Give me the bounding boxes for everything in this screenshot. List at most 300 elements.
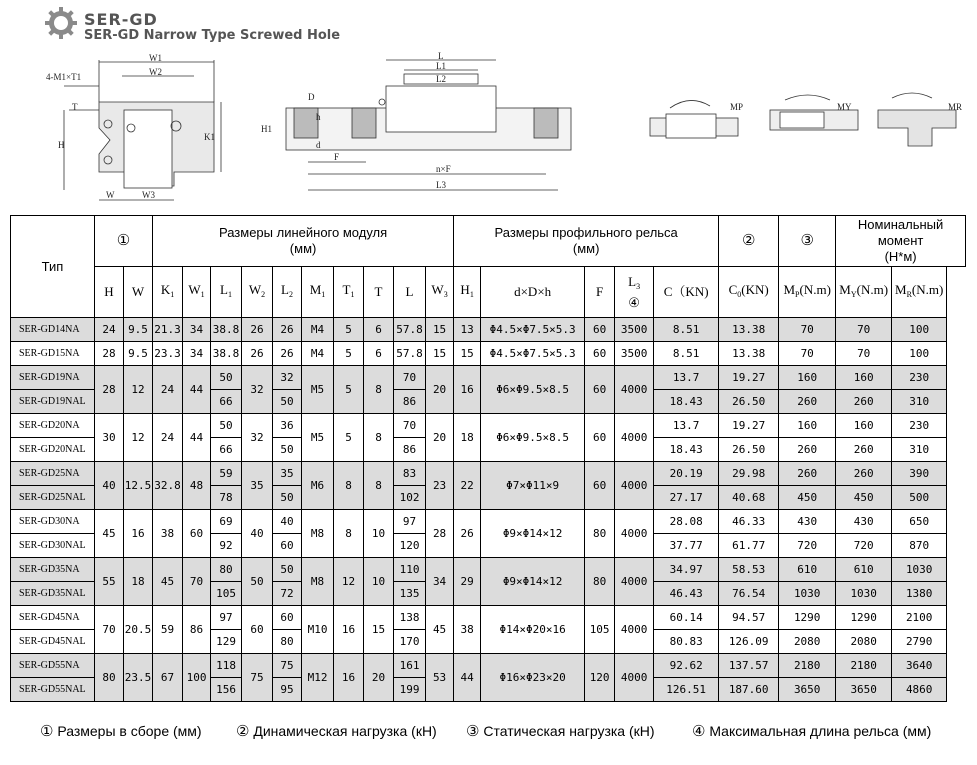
label-4M1T1: 4-M1×T1: [46, 72, 82, 82]
cell-w1: 44: [183, 414, 211, 462]
cell-c: 27.17: [654, 486, 719, 510]
cell-mp: 2080: [779, 630, 836, 654]
cell-type: SER-GD30NAL: [11, 534, 95, 558]
cell-c0: 19.27: [719, 366, 779, 390]
cell-type: SER-GD19NAL: [11, 390, 95, 414]
cell-l2: 40: [273, 510, 302, 534]
cell-h: 40: [95, 462, 124, 510]
cell-c: 13.7: [654, 414, 719, 438]
cell-h1: 26: [454, 510, 481, 558]
cell-l2: 80: [273, 630, 302, 654]
cell-l1: 66: [211, 438, 242, 462]
header-assembly: ①: [95, 216, 153, 267]
header-dynamic: ②: [719, 216, 779, 267]
cell-w2: 26: [242, 318, 273, 342]
cell-l: 57.8: [394, 318, 426, 342]
subheader-l2: $L_2$: [273, 267, 302, 318]
cell-mr: 4860: [892, 678, 947, 702]
header-module-text: Размеры линейного модуля (мм): [218, 225, 388, 256]
cell-t: 8: [364, 414, 394, 462]
cell-c0: 13.38: [719, 342, 779, 366]
cell-w2: 35: [242, 462, 273, 510]
cell-mr: 2790: [892, 630, 947, 654]
cell-m1: M5: [302, 366, 334, 414]
cell-c: 18.43: [654, 438, 719, 462]
cell-mr: 500: [892, 486, 947, 510]
cell-c: 8.51: [654, 342, 719, 366]
cell-ddh: Φ6×Φ9.5×8.5: [481, 366, 585, 414]
cell-l: 161: [394, 654, 426, 678]
cell-k1: 67: [153, 654, 183, 702]
cell-ddh: Φ4.5×Φ7.5×5.3: [481, 342, 585, 366]
cell-l2: 26: [273, 342, 302, 366]
cell-w2: 75: [242, 654, 273, 702]
cell-l3: 3500: [615, 342, 654, 366]
cell-l2: 50: [273, 390, 302, 414]
subheader-ddh: d×D×h: [481, 267, 585, 318]
label-K1: K1: [204, 132, 215, 142]
label-W: W: [106, 190, 115, 200]
cell-c: 80.83: [654, 630, 719, 654]
cell-l: 86: [394, 390, 426, 414]
cell-w1: 100: [183, 654, 211, 702]
header-static: ③: [779, 216, 836, 267]
table-row: [11, 510, 966, 534]
cell-my: 430: [836, 510, 892, 534]
table-row: [11, 558, 966, 582]
legend-3: ③ Статическая нагрузка (кН): [466, 723, 655, 740]
cell-w3: 45: [426, 606, 454, 654]
cell-l2: 50: [273, 438, 302, 462]
cell-c0: 19.27: [719, 414, 779, 438]
cell-l2: 36: [273, 414, 302, 438]
cell-my: 3650: [836, 678, 892, 702]
cell-ddh: Φ9×Φ14×12: [481, 558, 585, 606]
cell-t: 10: [364, 558, 394, 606]
cell-mr: 870: [892, 534, 947, 558]
cell-c0: 187.60: [719, 678, 779, 702]
cell-h: 28: [95, 342, 124, 366]
cell-w: 20.5: [124, 606, 153, 654]
cell-l: 199: [394, 678, 426, 702]
cell-c: 28.08: [654, 510, 719, 534]
label-W1: W1: [149, 53, 162, 63]
header-rail-group: [454, 216, 719, 267]
cell-f: 60: [585, 414, 615, 462]
cell-l3: 4000: [615, 558, 654, 606]
cell-w3: 34: [426, 558, 454, 606]
cell-type: SER-GD35NAL: [11, 582, 95, 606]
cell-type: SER-GD45NAL: [11, 630, 95, 654]
cell-l: 110: [394, 558, 426, 582]
header-rail-text: Размеры профильного рельса (мм): [494, 225, 678, 256]
subheader-mp: $M_P(N.m)$: [779, 267, 836, 318]
cell-mr: 310: [892, 438, 947, 462]
spec-table: [10, 215, 966, 702]
cell-mp: 260: [779, 462, 836, 486]
cell-t: 15: [364, 606, 394, 654]
cell-h: 45: [95, 510, 124, 558]
cell-w1: 44: [183, 366, 211, 414]
legend-2: ② Динамическая нагрузка (кН): [236, 723, 437, 740]
cell-l: 83: [394, 462, 426, 486]
cell-type: SER-GD25NA: [11, 462, 95, 486]
cell-f: 80: [585, 510, 615, 558]
subheader-c: C（KN): [654, 267, 719, 318]
cell-l: 97: [394, 510, 426, 534]
cell-h1: 13: [454, 318, 481, 342]
cell-l2: 95: [273, 678, 302, 702]
cell-k1: 21.3: [153, 318, 183, 342]
cell-my: 720: [836, 534, 892, 558]
cell-k1: 23.3: [153, 342, 183, 366]
table-row: [11, 366, 966, 390]
cell-mr: 100: [892, 342, 947, 366]
cell-k1: 24: [153, 366, 183, 414]
subheader-w: W: [124, 267, 153, 318]
subheader-c0: $C_0(KN)$: [719, 267, 779, 318]
cell-w: 12: [124, 366, 153, 414]
cell-w2: 60: [242, 606, 273, 654]
cell-type: SER-GD55NA: [11, 654, 95, 678]
cell-l2: 60: [273, 534, 302, 558]
cell-m1: M4: [302, 318, 334, 342]
cell-c: 18.43: [654, 390, 719, 414]
cell-h1: 38: [454, 606, 481, 654]
cell-my: 260: [836, 438, 892, 462]
cell-w1: 86: [183, 606, 211, 654]
cell-l3: 4000: [615, 366, 654, 414]
subheader-t: T: [364, 267, 394, 318]
subheader-h: H: [95, 267, 124, 318]
cell-h: 24: [95, 318, 124, 342]
table-row: [11, 654, 966, 678]
header-moment-text: Номинальный момент (Н*м): [857, 217, 944, 264]
table-row: [11, 318, 966, 342]
label-L2: L2: [436, 74, 446, 84]
cell-type: SER-GD30NA: [11, 510, 95, 534]
cell-mp: 260: [779, 390, 836, 414]
cell-mp: 2180: [779, 654, 836, 678]
cell-t1: 8: [334, 510, 364, 558]
cell-l3: 4000: [615, 414, 654, 462]
cell-c0: 13.38: [719, 318, 779, 342]
label-nF: n×F: [436, 164, 451, 174]
cell-w1: 34: [183, 342, 211, 366]
cell-l1: 38.8: [211, 318, 242, 342]
cell-c0: 137.57: [719, 654, 779, 678]
cell-w3: 28: [426, 510, 454, 558]
subheader-k1: $K_1$: [153, 267, 183, 318]
cell-f: 105: [585, 606, 615, 654]
gear-logo-icon: [44, 6, 78, 40]
cell-w3: 15: [426, 342, 454, 366]
brand-subtitle: SER-GD Narrow Type Screwed Hole: [84, 28, 341, 43]
cell-c: 46.43: [654, 582, 719, 606]
cell-h1: 22: [454, 462, 481, 510]
cell-t: 10: [364, 510, 394, 558]
cell-f: 120: [585, 654, 615, 702]
cell-w2: 50: [242, 558, 273, 606]
label-L1: L1: [436, 61, 446, 71]
cell-c0: 94.57: [719, 606, 779, 630]
cell-h1: 44: [454, 654, 481, 702]
cell-mp: 160: [779, 366, 836, 390]
label-D: D: [308, 92, 315, 102]
cell-f: 60: [585, 462, 615, 510]
cell-l2: 75: [273, 654, 302, 678]
cell-ddh: Φ4.5×Φ7.5×5.3: [481, 318, 585, 342]
cell-t1: 5: [334, 342, 364, 366]
cell-mp: 610: [779, 558, 836, 582]
cell-mr: 3640: [892, 654, 947, 678]
cell-mp: 450: [779, 486, 836, 510]
cell-ddh: Φ9×Φ14×12: [481, 510, 585, 558]
cell-l2: 72: [273, 582, 302, 606]
cell-my: 1030: [836, 582, 892, 606]
cell-mr: 310: [892, 390, 947, 414]
cell-l1: 92: [211, 534, 242, 558]
subheader-m1: $M_1$: [302, 267, 334, 318]
header-module-group: [153, 216, 454, 267]
label-H1: H1: [261, 124, 272, 134]
cell-type: SER-GD45NA: [11, 606, 95, 630]
cell-t1: 8: [334, 462, 364, 510]
cell-k1: 24: [153, 414, 183, 462]
cell-l3: 3500: [615, 318, 654, 342]
label-MR: MR: [948, 102, 963, 112]
subheader-f: F: [585, 267, 615, 318]
cell-w3: 15: [426, 318, 454, 342]
cell-w1: 60: [183, 510, 211, 558]
cell-h: 55: [95, 558, 124, 606]
cell-type: SER-GD20NAL: [11, 438, 95, 462]
cell-w2: 32: [242, 414, 273, 462]
cell-w3: 23: [426, 462, 454, 510]
cell-my: 160: [836, 414, 892, 438]
cell-c: 8.51: [654, 318, 719, 342]
subheader-mr: $M_R(N.m)$: [892, 267, 947, 318]
cell-mr: 230: [892, 366, 947, 390]
cell-l1: 50: [211, 414, 242, 438]
cell-my: 160: [836, 366, 892, 390]
cell-w3: 20: [426, 414, 454, 462]
table-row: [11, 462, 966, 486]
cell-m1: M8: [302, 510, 334, 558]
cell-c: 13.7: [654, 366, 719, 390]
cell-w2: 40: [242, 510, 273, 558]
cell-l: 57.8: [394, 342, 426, 366]
cell-k1: 45: [153, 558, 183, 606]
cell-ddh: Φ7×Φ11×9: [481, 462, 585, 510]
cell-c0: 126.09: [719, 630, 779, 654]
cell-w2: 32: [242, 366, 273, 414]
label-MP: MP: [730, 102, 744, 112]
cell-l1: 59: [211, 462, 242, 486]
cell-ddh: Φ14×Φ20×16: [481, 606, 585, 654]
cell-type: SER-GD15NA: [11, 342, 95, 366]
cell-l2: 35: [273, 462, 302, 486]
label-H: H: [58, 140, 65, 150]
cell-mp: 720: [779, 534, 836, 558]
cell-c: 60.14: [654, 606, 719, 630]
subheader-l1: $L_1$: [211, 267, 242, 318]
cell-m1: M8: [302, 558, 334, 606]
cell-l1: 66: [211, 390, 242, 414]
cell-c: 34.97: [654, 558, 719, 582]
subheader-my: $M_Y(N.m)$: [836, 267, 892, 318]
legend-4: ④ Максимальная длина рельса (мм): [692, 723, 932, 740]
cell-type: SER-GD19NA: [11, 366, 95, 390]
cell-l: 70: [394, 414, 426, 438]
cell-t: 20: [364, 654, 394, 702]
cell-h: 30: [95, 414, 124, 462]
cell-f: 60: [585, 366, 615, 414]
cell-c0: 26.50: [719, 390, 779, 414]
cell-my: 70: [836, 318, 892, 342]
table-row: [11, 606, 966, 630]
cell-mr: 1380: [892, 582, 947, 606]
cell-mp: 1290: [779, 606, 836, 630]
cell-l1: 105: [211, 582, 242, 606]
cell-t: 6: [364, 342, 394, 366]
cell-h1: 16: [454, 366, 481, 414]
side-view-drawing: [256, 50, 586, 210]
cell-l1: 156: [211, 678, 242, 702]
cell-mp: 1030: [779, 582, 836, 606]
cell-type: SER-GD25NAL: [11, 486, 95, 510]
cell-l2: 50: [273, 558, 302, 582]
label-MY: MY: [837, 102, 852, 112]
cell-m1: M12: [302, 654, 334, 702]
subheader-w1: $W_1$: [183, 267, 211, 318]
cell-mr: 230: [892, 414, 947, 438]
cell-c0: 26.50: [719, 438, 779, 462]
cell-l: 86: [394, 438, 426, 462]
cell-t1: 12: [334, 558, 364, 606]
cell-l1: 80: [211, 558, 242, 582]
cell-mr: 1030: [892, 558, 947, 582]
cell-f: 80: [585, 558, 615, 606]
cell-l2: 26: [273, 318, 302, 342]
cell-w: 12.5: [124, 462, 153, 510]
cell-type: SER-GD14NA: [11, 318, 95, 342]
cell-l: 135: [394, 582, 426, 606]
cell-w1: 70: [183, 558, 211, 606]
cell-l: 102: [394, 486, 426, 510]
table-row: [11, 414, 966, 438]
cell-t1: 16: [334, 606, 364, 654]
cell-k1: 38: [153, 510, 183, 558]
subheader-l3: $L_3$ ④: [615, 267, 654, 318]
cell-mp: 160: [779, 414, 836, 438]
cell-c: 20.19: [654, 462, 719, 486]
cell-t: 8: [364, 462, 394, 510]
cell-l3: 4000: [615, 606, 654, 654]
cell-ddh: Φ6×Φ9.5×8.5: [481, 414, 585, 462]
cell-type: SER-GD55NAL: [11, 678, 95, 702]
legend-1: ① Размеры в сборе (мм): [40, 723, 202, 740]
cell-mp: 3650: [779, 678, 836, 702]
cell-f: 60: [585, 318, 615, 342]
cell-my: 70: [836, 342, 892, 366]
front-view-drawing: [44, 50, 224, 210]
cell-l: 170: [394, 630, 426, 654]
cell-l3: 4000: [615, 510, 654, 558]
cell-l1: 38.8: [211, 342, 242, 366]
cell-my: 450: [836, 486, 892, 510]
cell-c0: 61.77: [719, 534, 779, 558]
label-F: F: [334, 152, 340, 162]
cell-w: 9.5: [124, 342, 153, 366]
cell-my: 260: [836, 462, 892, 486]
moment-diagrams: [630, 88, 970, 158]
cell-my: 260: [836, 390, 892, 414]
subheader-t1: $T_1$: [334, 267, 364, 318]
cell-m1: M10: [302, 606, 334, 654]
cell-mp: 70: [779, 318, 836, 342]
label-L: L: [438, 51, 444, 61]
cell-m1: M4: [302, 342, 334, 366]
cell-k1: 32.8: [153, 462, 183, 510]
cell-k1: 59: [153, 606, 183, 654]
cell-l2: 32: [273, 366, 302, 390]
cell-l3: 4000: [615, 654, 654, 702]
cell-l1: 97: [211, 606, 242, 630]
cell-my: 2180: [836, 654, 892, 678]
subheader-w3: $W_3$: [426, 267, 454, 318]
header-moment-group: [836, 216, 966, 267]
cell-type: SER-GD35NA: [11, 558, 95, 582]
cell-w: 12: [124, 414, 153, 462]
cell-l1: 69: [211, 510, 242, 534]
label-d: d: [316, 140, 321, 150]
cell-my: 1290: [836, 606, 892, 630]
label-W3: W3: [142, 190, 155, 200]
label-h: h: [316, 112, 321, 122]
cell-h: 80: [95, 654, 124, 702]
cell-l: 138: [394, 606, 426, 630]
header-type: Тип: [11, 216, 95, 318]
cell-w3: 20: [426, 366, 454, 414]
cell-t1: 5: [334, 414, 364, 462]
brand-title: SER-GD: [84, 10, 158, 29]
cell-l1: 118: [211, 654, 242, 678]
cell-w: 9.5: [124, 318, 153, 342]
subheader-h1: $H_1$: [454, 267, 481, 318]
cell-c0: 46.33: [719, 510, 779, 534]
cell-l: 120: [394, 534, 426, 558]
cell-my: 610: [836, 558, 892, 582]
cell-mr: 2100: [892, 606, 947, 630]
cell-c0: 58.53: [719, 558, 779, 582]
cell-f: 60: [585, 342, 615, 366]
cell-type: SER-GD20NA: [11, 414, 95, 438]
table-row: [11, 342, 966, 366]
cell-l: 70: [394, 366, 426, 390]
cell-l2: 60: [273, 606, 302, 630]
cell-mr: 650: [892, 510, 947, 534]
cell-t1: 5: [334, 366, 364, 414]
cell-l3: 4000: [615, 462, 654, 510]
cell-c0: 40.68: [719, 486, 779, 510]
cell-c0: 29.98: [719, 462, 779, 486]
cell-w: 16: [124, 510, 153, 558]
cell-l1: 50: [211, 366, 242, 390]
cell-mr: 100: [892, 318, 947, 342]
cell-l1: 78: [211, 486, 242, 510]
cell-t1: 5: [334, 318, 364, 342]
